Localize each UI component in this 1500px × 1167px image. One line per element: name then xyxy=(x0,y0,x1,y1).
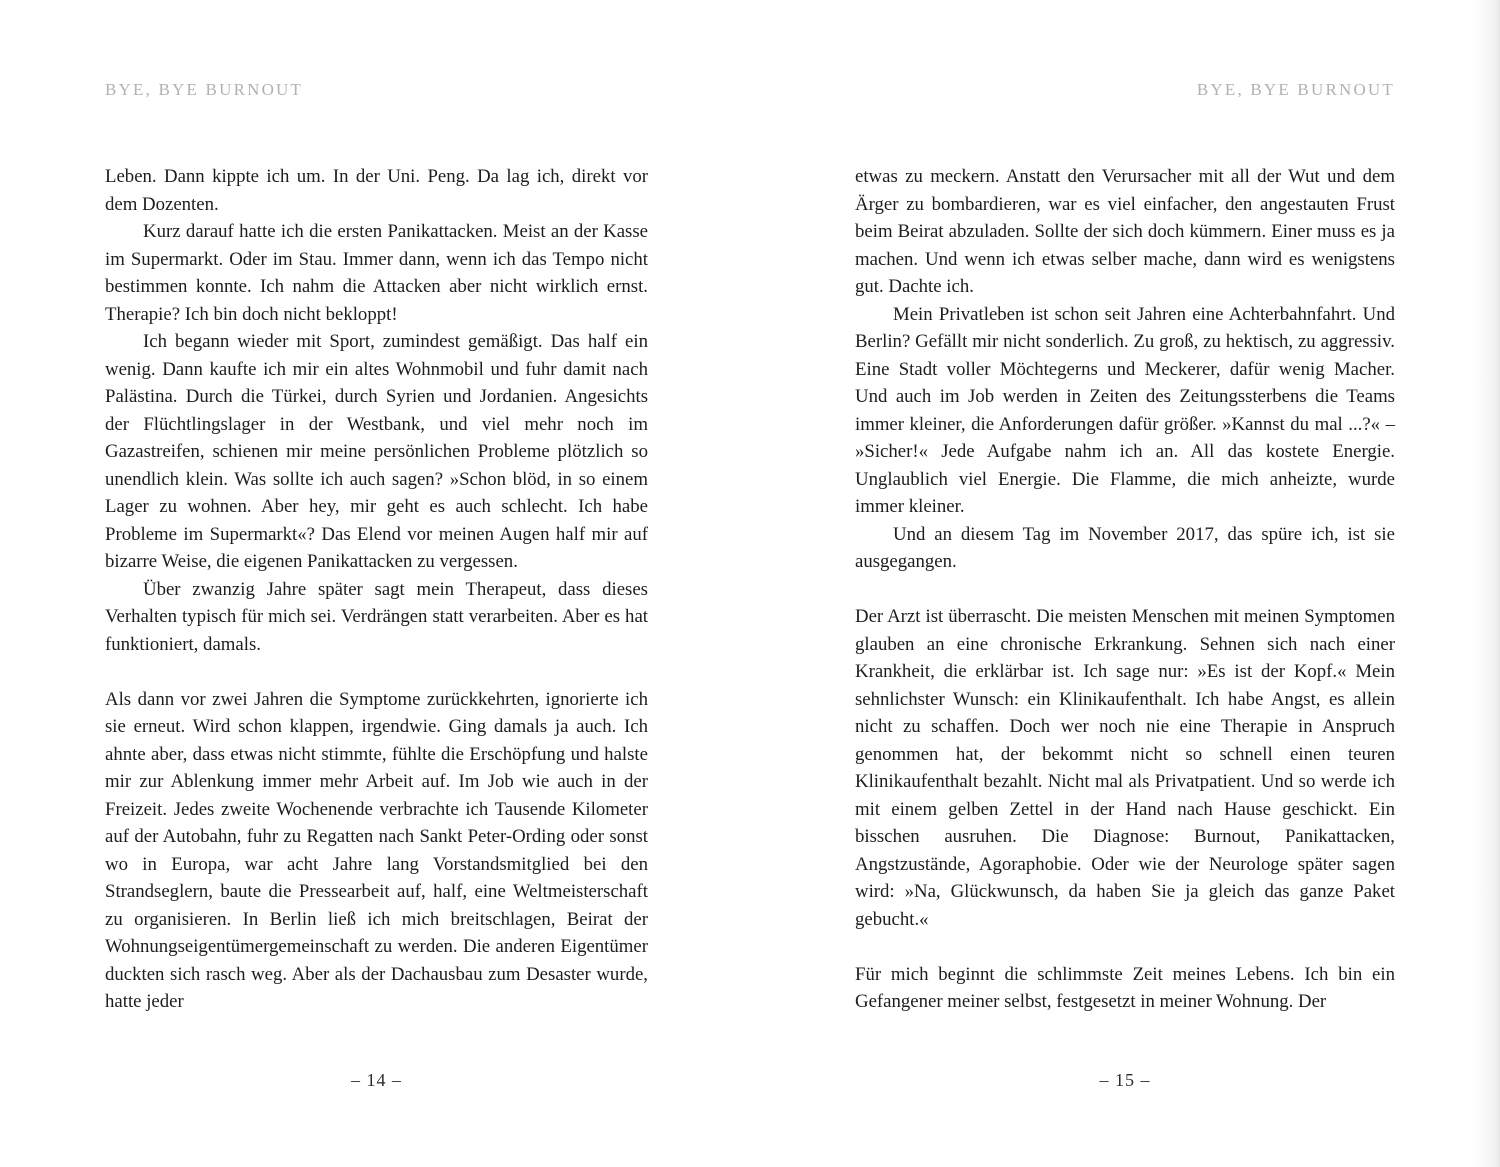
body-text-left xyxy=(105,163,648,1016)
paragraph: Als dann vor zwei Jahren die Symptome zurückkehrten, ignorierte ich sie erneut. Wird schon klappen, irgendwie. Ging damals ja auch. Ich ahnte aber, dass etwas nicht stimmte, fühlte die Erschöpfung und halste mir zur Ablenkung immer mehr Arbeit auf. Im Job wie auch in der Freizeit. Jedes zweite Wochenende verbrachte ich Tausende Kilometer auf der Autobahn, fuhr zu Regatten nach Sankt Peter-Ording oder sonst wo in Europa, war acht Jahre lang Vorstandsmitglied bei den Strandseglern, baute die Pressearbeit auf, half, eine Weltmeisterschaft zu organisieren. In Berlin ließ ich mich breitschlagen, Beirat der Wohnungseigentümergemeinschaft zu werden. Die anderen Eigentümer duckten sich rasch weg. Aber als der Dachausbau zum Desaster wurde, hatte jeder xyxy=(105,688,648,1012)
paragraph: Und an diesem Tag im November 2017, das spüre ich, ist sie ausgegangen. xyxy=(855,523,1395,572)
page-number-right: – 15 – xyxy=(1099,1070,1151,1090)
paragraph: Für mich beginnt die schlimmste Zeit meines Lebens. Ich bin ein Gefangener meiner selbst, festgesetzt in meiner Wohnung. Der xyxy=(855,963,1395,1012)
paragraph: Der Arzt ist überrascht. Die meisten Menschen mit meinen Symptomen glauben an eine chronische Erkrankung. Sehnen sich nach einer Krankheit, die erklärbar ist. Ich sage nur: »Es ist der Kopf.« Mein sehnlichster Wunsch: ein Klinikaufenthalt. Ich habe Angst, es allein nicht zu schaffen. Doch wer noch nie eine Therapie in Anspruch genommen hat, der bekommt nicht so schnell einen teuren Klinikaufenthalt bezahlt. Nicht mal als Privatpatient. Und so werde ich mit einem gelben Zettel in der Hand nach Hause geschickt. Ein bisschen ausruhen. Die Diagnose: Burnout, Panikattacken, Angstzustände, Agoraphobie. Oder wie der Neurologe später sagen wird: »Na, Glückwunsch, da haben Sie ja gleich das ganze Paket gebucht.« xyxy=(855,606,1395,930)
paragraph: Leben. Dann kippte ich um. In der Uni. Peng. Da lag ich, direkt vor dem Dozenten. xyxy=(105,166,648,215)
page-edge-shadow xyxy=(1474,0,1500,1167)
paragraph: Mein Privatleben ist schon seit Jahren eine Achterbahnfahrt. Und Berlin? Gefällt mir nicht sonderlich. Zu groß, zu hektisch, zu aggressiv. Eine Stadt voller Möchtegerns und Meckerer, dafür wenig Macher. Und auch im Job werden in Zeiten des Zeitungssterbens die Teams immer kleiner, die Anforderungen dafür größer. »Kannst du mal ...?« – »Sicher!« Jede Aufgabe nahm ich an. All das kostete Energie. Unglaublich viel Energie. Die Flamme, die mich anheizte, wurde immer kleiner. xyxy=(855,303,1395,517)
page-right xyxy=(855,0,1395,1167)
paragraph: Über zwanzig Jahre später sagt mein Therapeut, dass dieses Verhalten typisch für mich sei. Verdrängen statt verarbeiten. Aber es hat funktioniert, damals. xyxy=(105,578,648,655)
page-left xyxy=(105,0,648,1167)
body-text-right xyxy=(855,163,1395,1016)
paragraph: Ich begann wieder mit Sport, zumindest gemäßigt. Das half ein wenig. Dann kaufte ich mir ein altes Wohnmobil und fuhr damit nach Palästina. Durch die Türkei, durch Syrien und Jordanien. Angesichts der Flüchtlingslager in der Westbank, und viel mehr noch im Gazastreifen, schienen mir meine persönlichen Probleme plötzlich so unendlich klein. Was sollte ich auch sagen? »Schon blöd, in so einem Lager zu wohnen. Aber hey, mir geht es auch schlecht. Ich habe Probleme im Supermarkt«? Das Elend vor meinen Augen half mir auf bizarre Weise, die eigenen Panikattacken zu vergessen. xyxy=(105,331,648,572)
running-header-left: BYE, BYE BURNOUT xyxy=(105,80,304,99)
paragraph: Kurz darauf hatte ich die ersten Panikattacken. Meist an der Kasse im Supermarkt. Oder im Stau. Immer dann, wenn ich das Tempo nicht bestimmen konnte. Ich nahm die Attacken aber nicht wirklich ernst. Therapie? Ich bin doch nicht bekloppt! xyxy=(105,221,648,325)
page-number-left: – 14 – xyxy=(351,1070,402,1090)
running-header-right: BYE, BYE BURNOUT xyxy=(1196,80,1395,99)
paragraph: etwas zu meckern. Anstatt den Verursacher mit all der Wut und dem Ärger zu bombardieren, war es viel einfacher, den angestauten Frust beim Beirat abzuladen. Sollte der sich doch kümmern. Einer muss es ja machen. Und wenn ich etwas selber mache, dann wird es wenigstens gut. Dachte ich. xyxy=(855,166,1395,297)
